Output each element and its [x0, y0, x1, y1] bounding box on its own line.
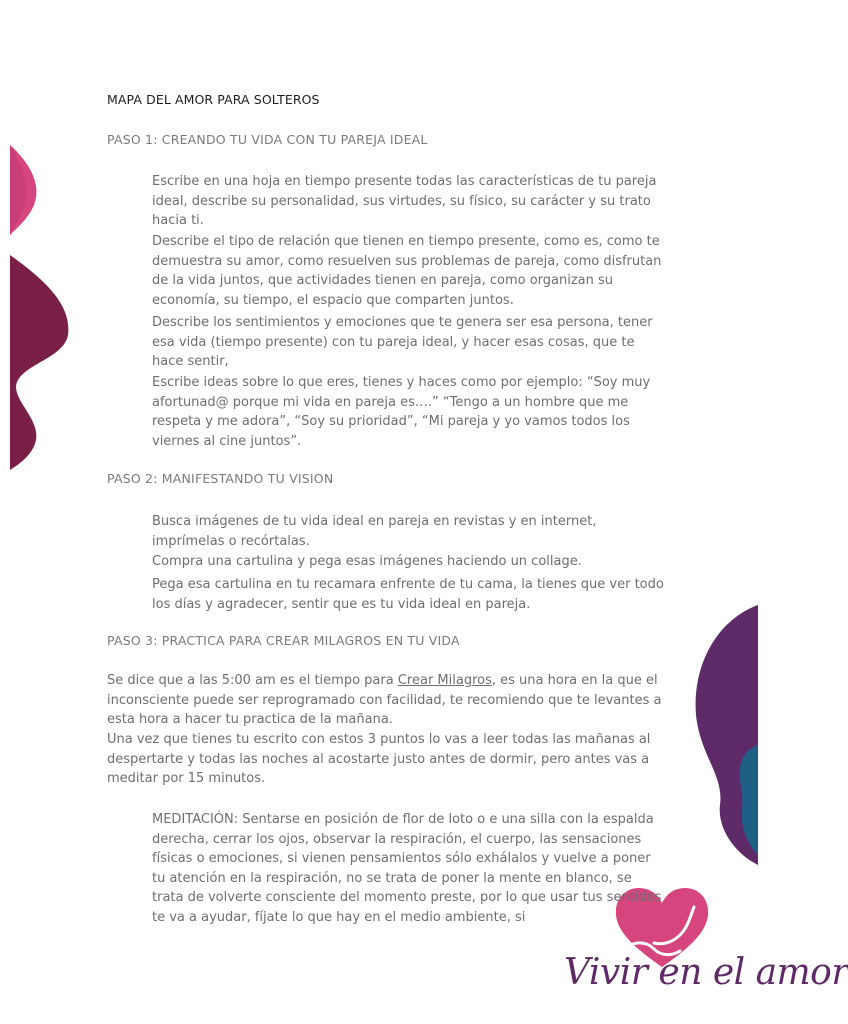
paso1-heading: PASO 1: CREANDO TU VIDA CON TU PAREJA IDEAL	[107, 132, 428, 147]
paso3-intro-end: , es una hora en la que el inconsciente puede ser reprogramado con facilidad, te recomiendo que te levantes a esta hora a hacer tu practica de la mañana.	[107, 673, 662, 727]
pink-wave-left-decoration	[0, 145, 45, 235]
paso1-item-1: Escribe en una hoja en tiempo presente todas las características de tu pareja ideal, describe su personalidad, sus virtudes, su físico, su carácter y su trato hacia ti.	[152, 174, 657, 228]
document-title: MAPA DEL AMOR PARA SOLTEROS	[107, 92, 320, 107]
paso3-intro	[107, 671, 662, 730]
paso2-item-3: Pega esa cartulina en tu recamara enfrente de tu cama, la tienes que ver todo los días y agradecer, sentir que es tu vida ideal en pareja.	[152, 577, 664, 612]
crear-milagros-link[interactable]: Crear Milagros	[397, 673, 492, 688]
paso1-item-2: Describe el tipo de relación que tienen en tiempo presente, como es, como te demuestra su amor, como resuelven sus problemas de pareja, como disfrutan de la vida juntos, que actividades tienen en pareja, como organizan su economía, su tiempo, el espacio que comparten juntos.	[152, 234, 662, 308]
purple-teal-wave-right-decoration	[692, 605, 758, 885]
brand-name: Vivir en el amor	[564, 952, 848, 993]
paso3-intro-start: Se dice que a las 5:00 am es el tiempo para	[107, 673, 398, 688]
paso1-item-4: Escribe ideas sobre lo que eres, tienes y haces como por ejemplo: “Soy muy afortunad@ porque mi vida en pareja es….” “Tengo a un hombre que me respeta y me adora”, “Soy su prioridad”, “Mi pareja y yo vamos todos los viernes al cine juntos”.	[152, 375, 651, 449]
paso2-item-2: Compra una cartulina y pega esas imágenes haciendo un collage.	[152, 554, 582, 569]
maroon-wave-left-decoration	[0, 255, 75, 470]
paso2-item-1: Busca imágenes de tu vida ideal en pareja en revistas y en internet, imprímelas o recórtalas.	[152, 514, 597, 549]
paso2-heading: PASO 2: MANIFESTANDO TU VISION	[107, 471, 334, 486]
paso3-heading: PASO 3: PRACTICA PARA CREAR MILAGROS EN TU VIDA	[107, 633, 460, 648]
paso3-intro-2: Una vez que tienes tu escrito con estos 3 puntos lo vas a leer todas las mañanas al despertarte y todas las noches al acostarte justo antes de dormir, pero antes vas a meditar por 15 minutos.	[107, 732, 651, 786]
paso1-item-3: Describe los sentimientos y emociones que te genera ser esa persona, tener esa vida (tiempo presente) con tu pareja ideal, y hacer esas cosas, que te hace sentir,	[152, 315, 653, 369]
meditacion-paragraph: MEDITACIÓN: Sentarse en posición de flor de loto o e una silla con la espalda derecha, cerrar los ojos, observar la respiración, el cuerpo, las sensaciones físicas o emociones, si vienen pensamientos sólo exhálalos y vuelve a poner tu atención en la respiración, no se trata de poner la mente en blanco, se trata de volverte consciente del momento preste, por lo que usar tus sentidos te va a ayudar, fíjate lo que hay en el medio ambiente, si	[152, 812, 662, 925]
